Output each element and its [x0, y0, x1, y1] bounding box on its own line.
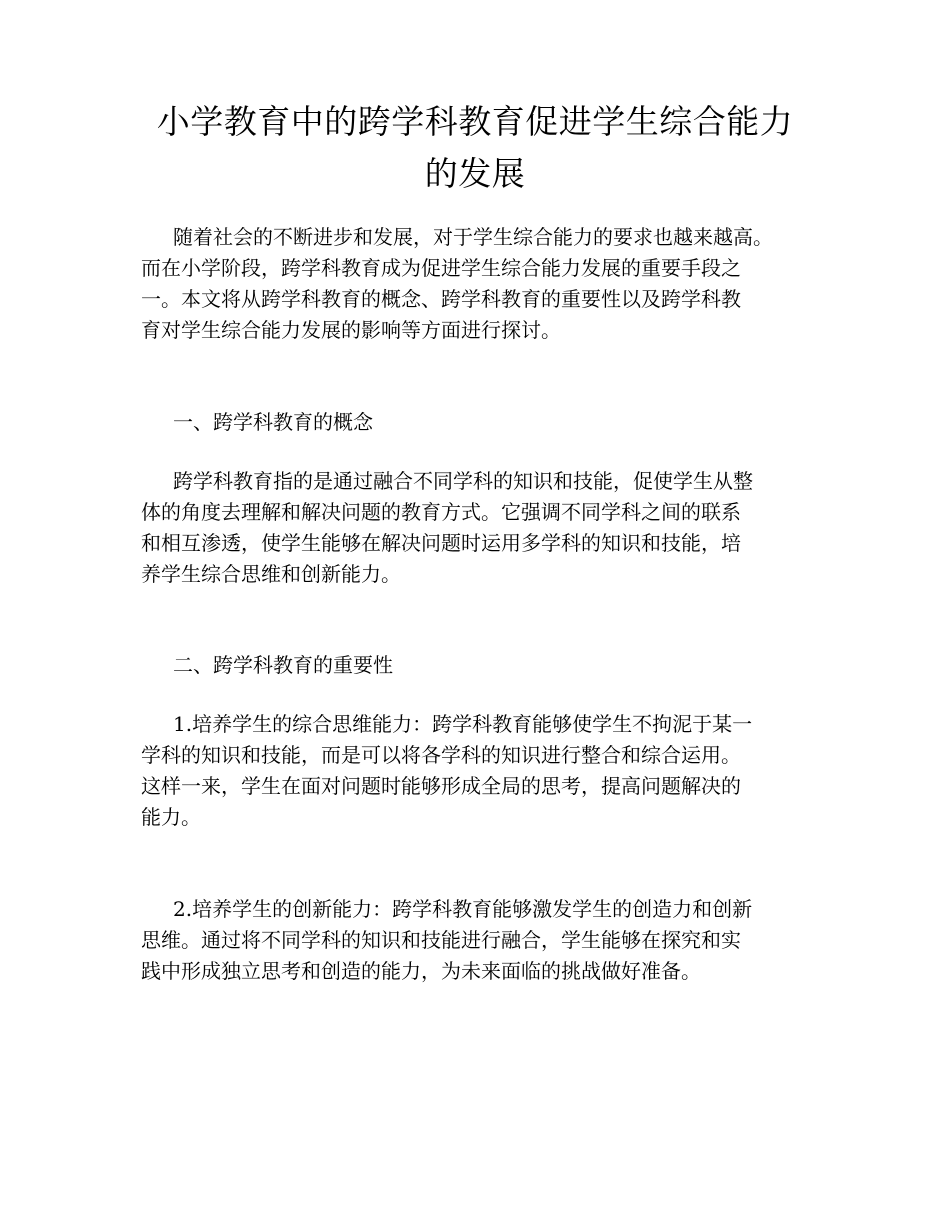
paragraph-line: 跨学科教育指的是通过融合不同学科的知识和技能，促使学生从整 — [173, 469, 753, 493]
title-line-2: 的发展 — [424, 154, 526, 193]
paragraph-line: 学科的知识和技能，而是可以将各学科的知识进行整合和综合运用。 — [141, 743, 741, 767]
point-1-paragraph — [141, 709, 831, 833]
paragraph-line: 育对学生综合能力发展的影响等方面进行探讨。 — [141, 318, 561, 342]
paragraph-line: 而在小学阶段，跨学科教育成为促进学生综合能力发展的重要手段之 — [141, 256, 741, 280]
paragraph-line: 养学生综合思维和创新能力。 — [141, 562, 401, 586]
paragraph-line: 一。本文将从跨学科教育的概念、跨学科教育的重要性以及跨学科教 — [141, 287, 741, 311]
paragraph-line: 2.培养学生的创新能力：跨学科教育能够激发学生的创造力和创新 — [173, 897, 753, 921]
paragraph-line: 践中形成独立思考和创造的能力，为未来面临的挑战做好准备。 — [141, 959, 701, 983]
paragraph-line: 思维。通过将不同学科的知识和技能进行融合，学生能够在探究和实 — [141, 928, 741, 952]
point-2-paragraph — [141, 894, 831, 987]
section-heading-importance: 二、跨学科教育的重要性 — [173, 653, 393, 677]
paragraph-line: 1.培养学生的综合思维能力：跨学科教育能够使学生不拘泥于某一 — [173, 712, 753, 736]
paragraph-line: 和相互渗透，使学生能够在解决问题时运用多学科的知识和技能，培 — [141, 531, 741, 555]
document-title — [130, 96, 820, 200]
paragraph-line: 能力。 — [141, 805, 201, 829]
paragraph-line: 随着社会的不断进步和发展，对于学生综合能力的要求也越来越高。 — [173, 225, 773, 249]
section-heading-concept: 一、跨学科教育的概念 — [173, 410, 373, 434]
paragraph-line: 这样一来，学生在面对问题时能够形成全局的思考，提高问题解决的 — [141, 774, 741, 798]
paragraph-line: 体的角度去理解和解决问题的教育方式。它强调不同学科之间的联系 — [141, 500, 741, 524]
intro-paragraph — [141, 222, 831, 346]
title-line-1: 小学教育中的跨学科教育促进学生综合能力 — [156, 102, 794, 141]
concept-paragraph — [141, 466, 831, 590]
